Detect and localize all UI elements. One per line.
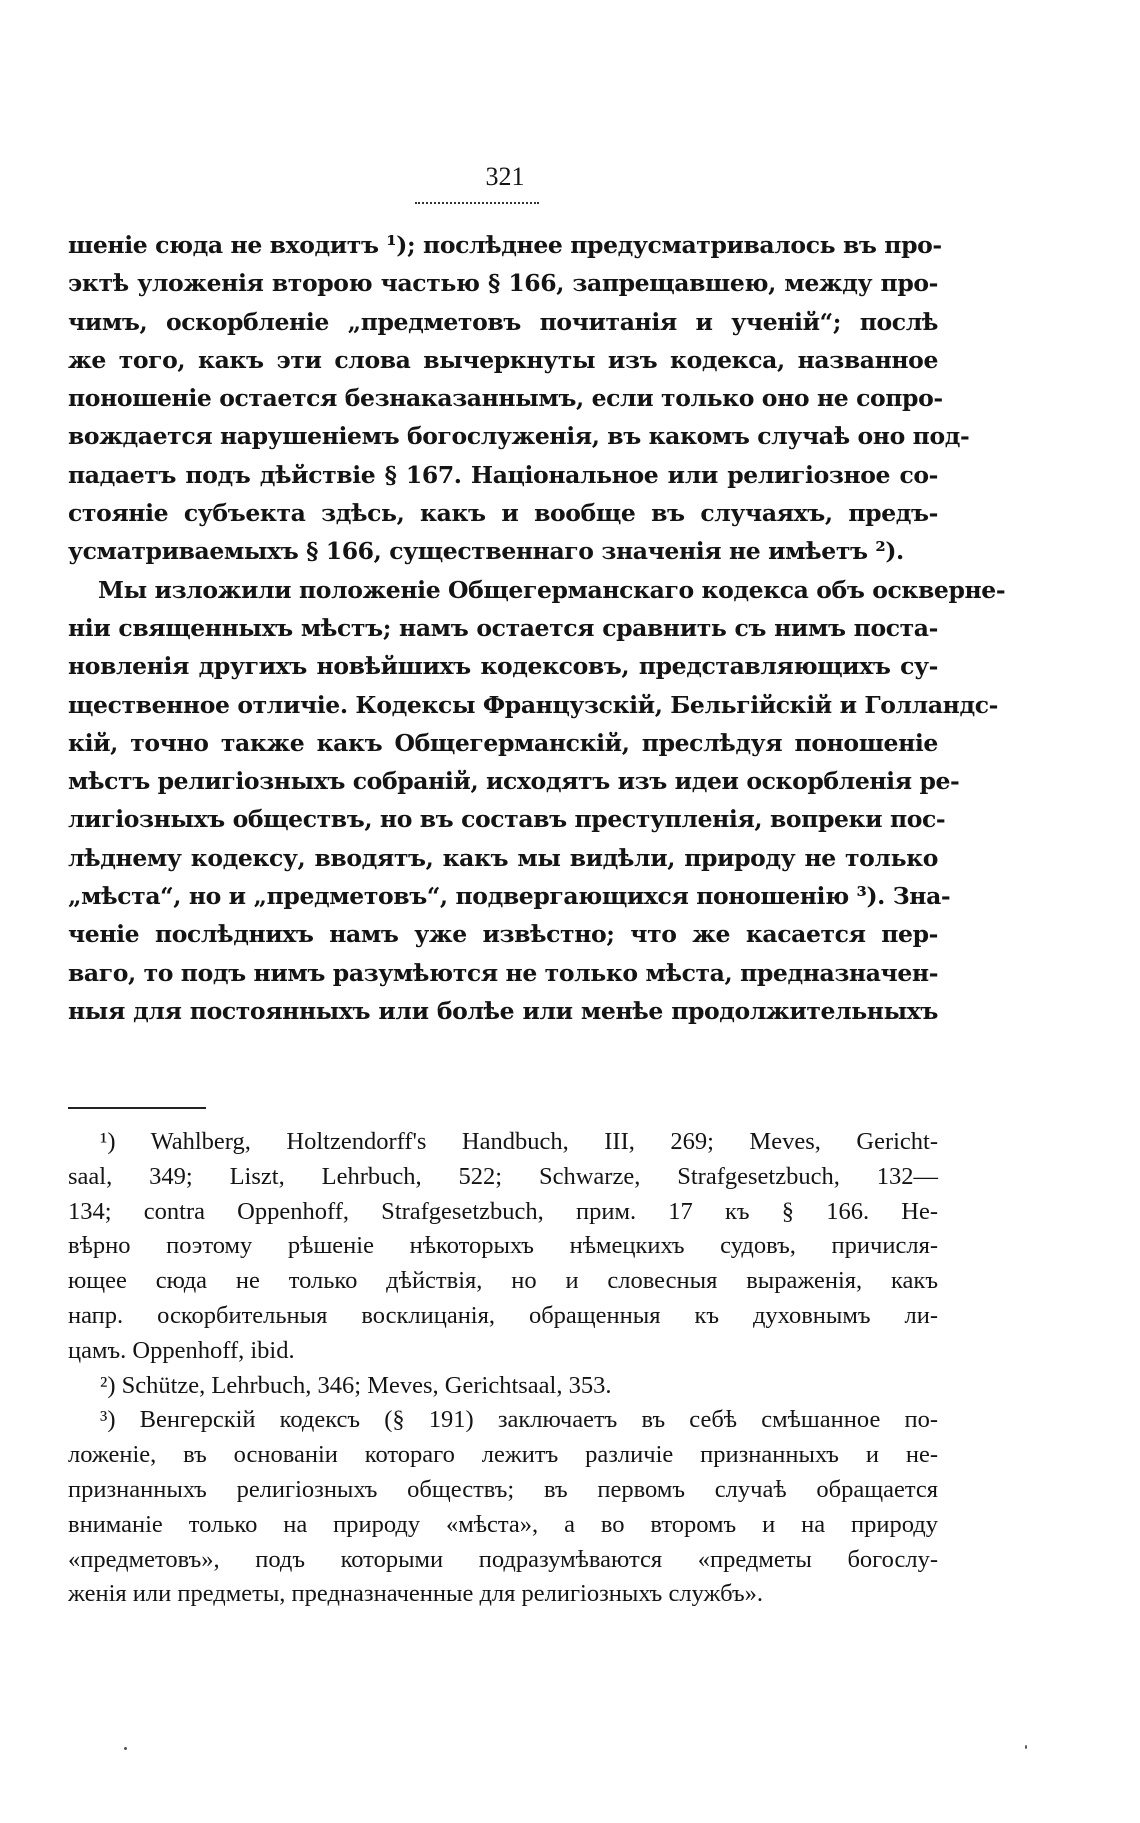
text-line: ваго, то подъ нимъ разумѣются не только мѣста, предназначен- (68, 958, 939, 987)
footnote-line: 134; contra Oppenhoff, Strafgesetzbuch, прим. 17 къ § 166. Не- (68, 1197, 938, 1225)
text-line: поношеніе остается безнаказаннымъ, если только оно не сопро- (68, 384, 943, 413)
text-line: вождается нарушеніемъ богослуженія, въ какомъ случаѣ оно под- (68, 422, 970, 451)
text-line: мѣстъ религіозныхъ собраній, исходятъ изъ идеи оскорбленія ре- (68, 767, 960, 796)
footnote-line: цамъ. Oppenhoff, ibid. (68, 1336, 295, 1364)
text-line: эктѣ уложенія второю частью § 166, запрещавшею, между про- (68, 269, 938, 298)
text-line: шеніе сюда не входитъ ¹); послѣднее предусматривалось въ про- (68, 231, 942, 259)
text-line: кій, точно также какъ Общегерманскій, преслѣдуя поношеніе (68, 728, 938, 757)
footnote-line: «предметовъ», подъ которыми подразумѣваются «предметы богослу- (68, 1545, 938, 1573)
text-line: лигіозныхъ обществъ, но въ составъ преступленія, вопреки пос- (68, 805, 946, 834)
footnote-line: ³) Венгерскій кодексъ (§ 191) заключаетъ въ себѣ смѣшанное по- (100, 1406, 938, 1434)
footnote-line: женія или предметы, предназначенные для религіозныхъ службъ». (68, 1580, 764, 1608)
text-line: чимъ, оскорбленіе „предметовъ почитанія и ученій“; послѣ (68, 307, 938, 336)
footnote-line: напр. оскорбительныя восклицанія, обращенныя къ духовнымъ ли- (68, 1301, 938, 1329)
page-number: 321 (485, 162, 525, 191)
text-line: щественное отличіе. Кодексы Французскій, Бельгійскій и Голландс- (68, 690, 998, 719)
text-line: ченіе послѣднихъ намъ уже извѣстно; что же касается пер- (68, 920, 938, 949)
text-line: ніи священныхъ мѣстъ; намъ остается сравнить съ нимъ поста- (68, 613, 938, 642)
main-text (68, 226, 1006, 1030)
text-line: новленія другихъ новѣйшихъ кодексовъ, представляющихъ су- (68, 652, 938, 681)
text-line: ныя для постоянныхъ или болѣе или менѣе продолжительныхъ (68, 996, 938, 1025)
footnote-line: ложеніе, въ основаніи котораго лежитъ различіе признанныхъ и не- (68, 1441, 938, 1469)
text-line: падаетъ подъ дѣйствіе § 167. Національное или религіозное со- (68, 460, 938, 489)
footnote-line: вѣрно поэтому рѣшеніе нѣкоторыхъ нѣмецкихъ судовъ, причисля- (68, 1232, 938, 1260)
footnotes (68, 1125, 938, 1612)
text-line: усматриваемыхъ § 166, существеннаго значенія не имѣетъ ²). (68, 537, 904, 566)
footnote-line: ющее сюда не только дѣйствія, но и словесныя выраженія, какъ (68, 1267, 938, 1295)
text-line: „мѣста“, но и „предметовъ“, подвергающихся поношенію ³). Зна- (68, 882, 951, 911)
footnote-line: ²) Schütze, Lehrbuch, 346; Meves, Gerichtsaal, 353. (100, 1371, 612, 1399)
text-line: же того, какъ эти слова вычеркнуты изъ кодекса, названное (68, 345, 938, 374)
print-speck (1025, 1745, 1027, 1749)
footnote-line: признанныхъ религіозныхъ обществъ; въ первомъ случаѣ обращается (68, 1475, 938, 1503)
footnote-line: ¹) Wahlberg, Holtzendorff's Handbuch, III, 269; Meves, Gericht- (100, 1128, 938, 1155)
print-speck (124, 1747, 127, 1750)
text-line: Мы изложили положеніе Общегерманскаго кодекса объ оскверне- (98, 575, 1006, 604)
page-number-underline (415, 196, 539, 204)
text-line: стояніе субъекта здѣсь, какъ и вообще въ случаяхъ, предъ- (68, 499, 938, 528)
footnote-line: вниманіе только на природу «мѣста», а во второмъ и на природу (68, 1510, 938, 1538)
footnote-line: saal, 349; Liszt, Lehrbuch, 522; Schwarze, Strafgesetzbuch, 132— (68, 1162, 938, 1190)
text-line: лѣднему кодексу, вводятъ, какъ мы видѣли, природу не только (68, 843, 938, 872)
footnote-separator (68, 1107, 206, 1109)
